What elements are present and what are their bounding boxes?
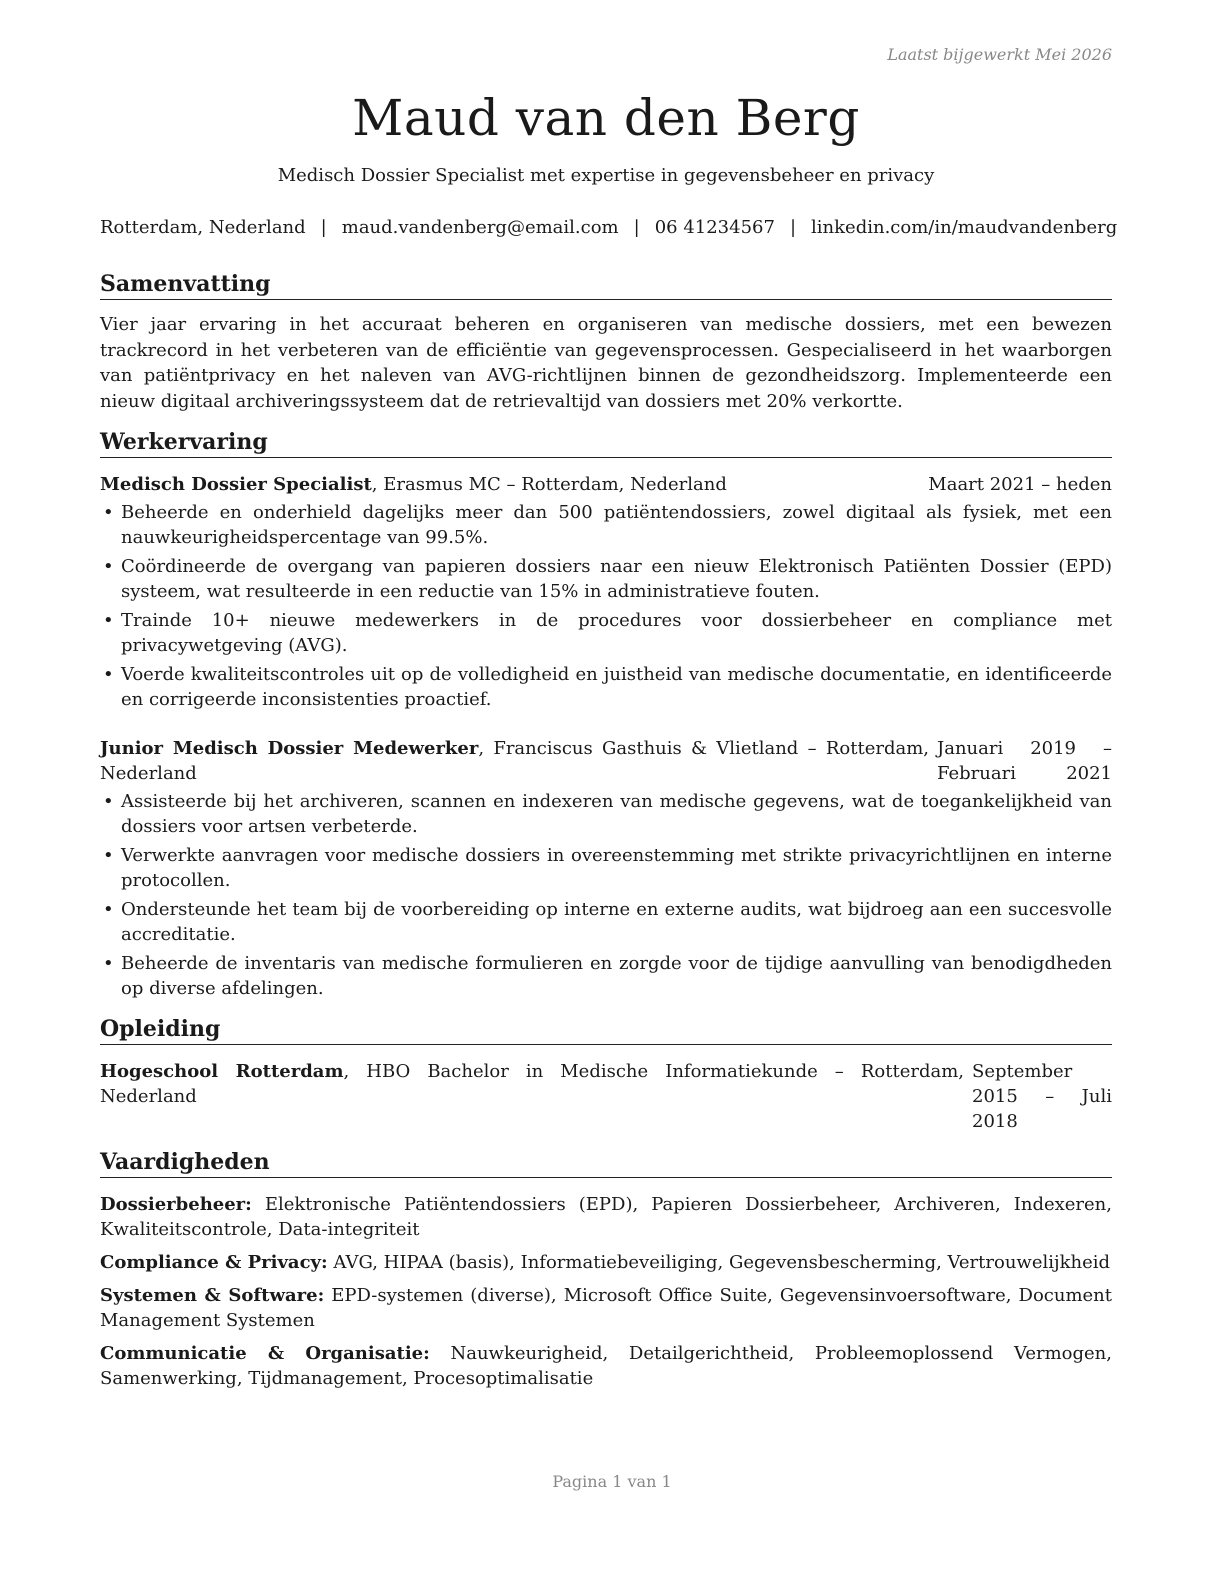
job-role: Medisch Dossier Specialist xyxy=(100,474,372,495)
skill-label: Communicatie & Organisatie: xyxy=(100,1343,430,1364)
contact-separator: | xyxy=(320,217,327,238)
skill-value: AVG, HIPAA (basis), Informatiebeveiliging, Gegevensbescherming, Vertrouwelijkheid xyxy=(327,1252,1110,1273)
summary-text: Vier jaar ervaring in het accuraat beheren en organiseren van medische dossiers, met een bewezen trackrecord in het verbeteren van de efficiëntie van gegevensprocessen. Gespecialiseerd in het waarborgen van patiëntprivacy en het naleven van AVG-richtlijnen binnen de gezondheidszorg. Implementeerde een nieuw digitaal archiveringssysteem dat de retrievaltijd van dossiers met 20% verkortte. xyxy=(100,314,1112,412)
contact-location: Rotterdam, Nederland xyxy=(100,217,306,238)
education-school: Hogeschool Rotterdam xyxy=(100,1061,344,1082)
summary-section xyxy=(100,270,1112,414)
list-item: • Trainde 10+ nieuwe medewerkers in de procedures voor dossierbeheer en compliance met privacywetgeving (AVG). xyxy=(100,608,1112,658)
skill-label: Systemen & Software: xyxy=(100,1285,325,1306)
job-dates: Maart 2021 – heden xyxy=(928,474,1112,495)
contact-linkedin[interactable]: linkedin.com/in/maudvandenberg xyxy=(811,217,1118,238)
contact-email[interactable]: maud.vandenberg@email.com xyxy=(341,217,619,238)
section-title-experience: Werkervaring xyxy=(100,428,1112,458)
skill-row xyxy=(100,1341,1112,1391)
list-item: • Assisteerde bij het archiveren, scannen en indexeren van medische gegevens, wat de toegankelijkheid van dossiers voor artsen verbeterde. xyxy=(100,789,1112,839)
education-entry xyxy=(100,1059,1112,1134)
job-entry xyxy=(100,472,1112,712)
contact-separator: | xyxy=(633,217,640,238)
page-number: Pagina 1 van 1 xyxy=(552,1472,672,1491)
job-role: Junior Medisch Dossier Medewerker xyxy=(100,738,479,759)
skill-row xyxy=(100,1192,1112,1242)
education-section xyxy=(100,1015,1112,1134)
last-updated: Laatst bijgewerkt Mei 2026 xyxy=(887,45,1112,64)
skill-label: Compliance & Privacy: xyxy=(100,1252,328,1273)
skill-value: Elektronische Patiëntendossiers (EPD), Papieren Dossierbeheer, Archiveren, Indexeren, Kwaliteitscontrole, Data-integriteit xyxy=(100,1194,1112,1240)
skill-value: EPD-systemen (diverse), Microsoft Office Suite, Gegevensinvoersoftware, Document Management Systemen xyxy=(100,1285,1113,1331)
contact-separator: | xyxy=(789,217,797,238)
list-item: • Beheerde de inventaris van medische formulieren en zorgde voor de tijdige aanvulling van benodigdheden op diverse afdelingen. xyxy=(100,951,1112,1001)
job-header xyxy=(100,472,1112,497)
experience-section xyxy=(100,428,1112,1001)
contact-line xyxy=(100,216,1118,240)
job-org: , Franciscus Gasthuis & Vlietland – Rotterdam, Nederland xyxy=(100,738,929,784)
skill-row xyxy=(100,1283,1112,1333)
list-item: • Beheerde en onderhield dagelijks meer dan 500 patiëntendossiers, zowel digitaal als fysiek, met een nauwkeurigheidspercentage van 99.5%. xyxy=(100,500,1112,550)
skills-section xyxy=(100,1148,1112,1391)
section-title-education: Opleiding xyxy=(100,1015,1112,1045)
skill-label: Dossierbeheer: xyxy=(100,1194,252,1215)
contact-phone[interactable]: 06 41234567 xyxy=(654,217,775,238)
job-entry xyxy=(100,736,1112,1001)
section-title-summary: Samenvatting xyxy=(100,270,1112,300)
job-bullets xyxy=(100,500,1112,712)
job-org: , Erasmus MC – Rotterdam, Nederland xyxy=(371,474,727,495)
education-dates: September 2015 – Juli 2018 xyxy=(972,1061,1112,1132)
skill-value: Nauwkeurigheid, Detailgerichtheid, Probleemoplossend Vermogen, Samenwerking, Tijdmanagement, Procesoptimalisatie xyxy=(100,1343,1112,1389)
job-bullets xyxy=(100,789,1112,1001)
job-header xyxy=(100,736,1112,786)
section-title-skills: Vaardigheden xyxy=(100,1148,1112,1178)
candidate-name: Maud van den Berg xyxy=(352,89,860,147)
tagline: Medisch Dossier Specialist met expertise in gegevensbeheer en privacy xyxy=(277,165,935,186)
skill-row xyxy=(100,1250,1112,1275)
list-item: • Coördineerde de overgang van papieren dossiers naar een nieuw Elektronisch Patiënten Dossier (EPD) systeem, wat resulteerde in een reductie van 15% in administratieve fouten. xyxy=(100,554,1112,604)
education-detail: , HBO Bachelor in Medische Informatiekunde – Rotterdam, Nederland xyxy=(100,1061,964,1107)
list-item: • Ondersteunde het team bij de voorbereiding op interne en externe audits, wat bijdroeg aan een succesvolle accreditatie. xyxy=(100,897,1112,947)
list-item: • Voerde kwaliteitscontroles uit op de volledigheid en juistheid van medische documentatie, en identificeerde en corrigeerde inconsistenties proactief. xyxy=(100,662,1112,712)
job-dates: Januari 2019 – Februari 2021 xyxy=(937,738,1112,784)
list-item: • Verwerkte aanvragen voor medische dossiers in overeenstemming met strikte privacyrichtlijnen en interne protocollen. xyxy=(100,843,1112,893)
